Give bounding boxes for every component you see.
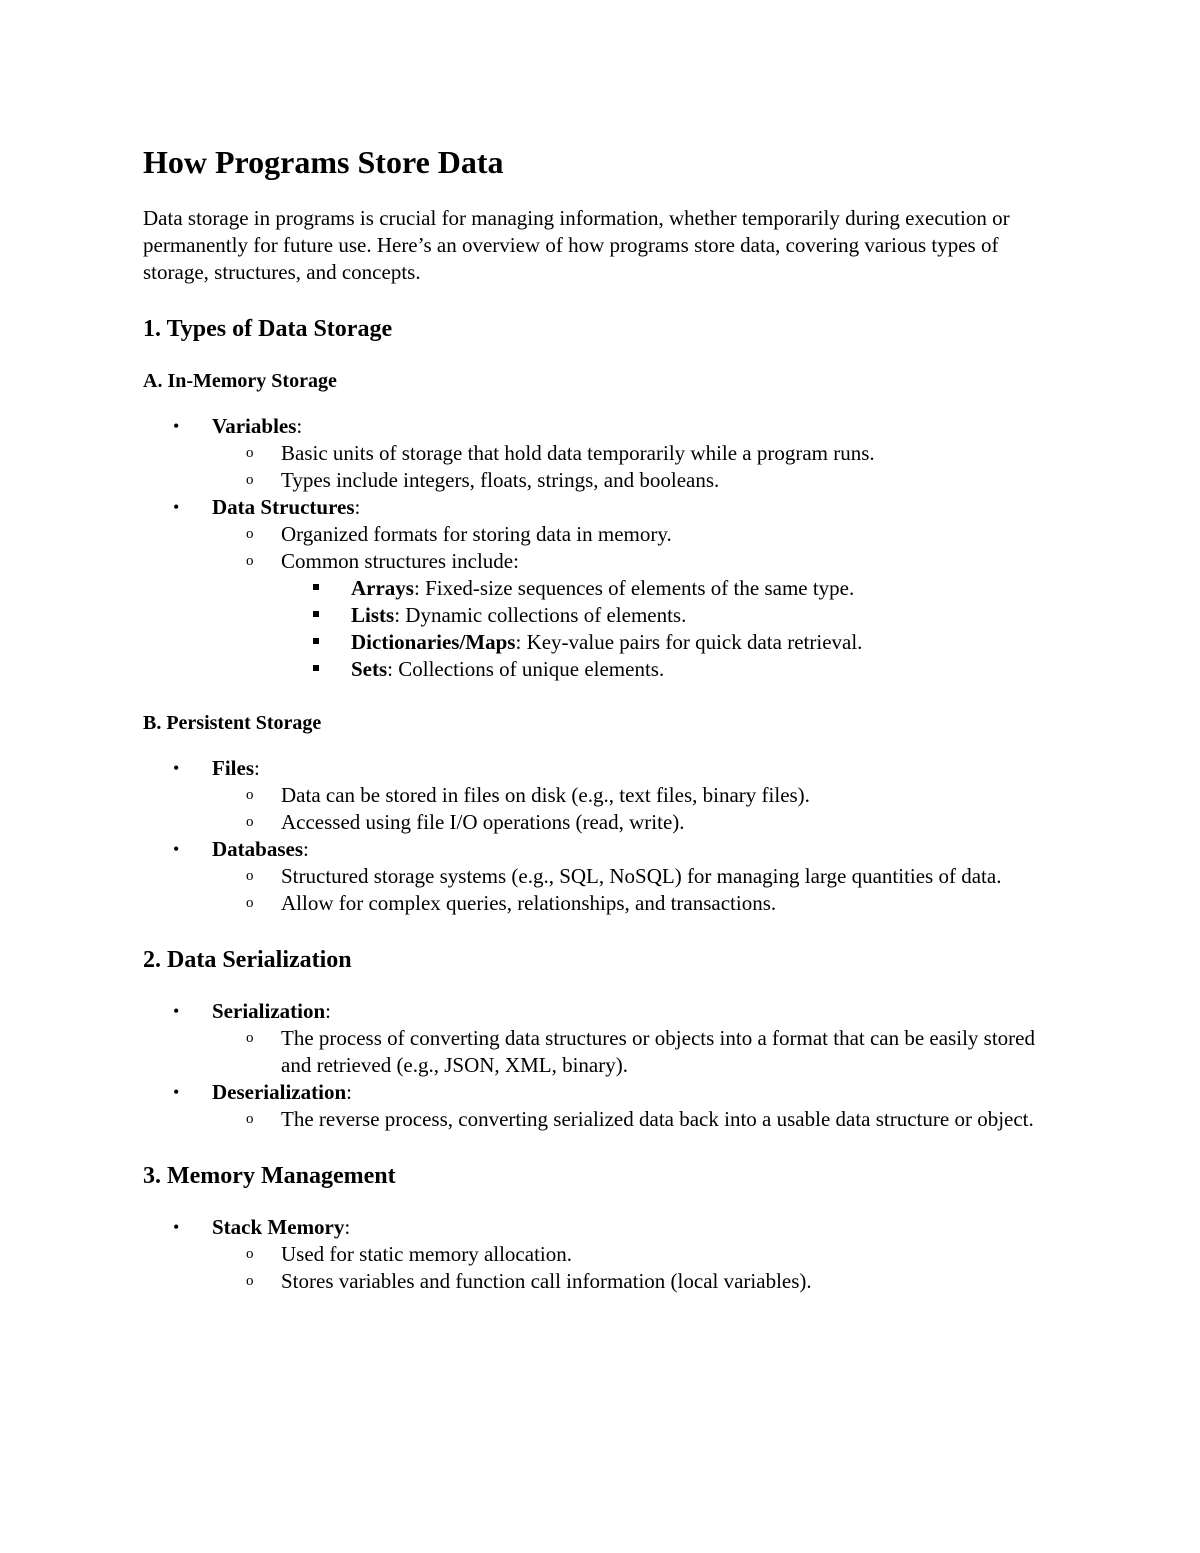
item-colon: : (344, 1215, 351, 1239)
bullet-list (143, 1214, 1063, 1295)
list-item (210, 782, 1063, 809)
document-title: How Programs Store Data (143, 144, 504, 180)
circle-bullet-icon: o (246, 1030, 254, 1046)
bullet-icon: • (173, 839, 180, 859)
sub-list (212, 440, 1063, 494)
section-heading: 3. Memory Management (143, 1163, 396, 1189)
item-colon: : (296, 414, 303, 438)
bullet-icon: • (173, 1217, 180, 1237)
sub-list (212, 782, 1063, 836)
circle-bullet-icon: o (246, 1111, 254, 1127)
item-colon: : (303, 837, 309, 861)
sub-list (212, 1025, 1063, 1079)
item-text: : Collections of unique elements. (387, 657, 665, 681)
item-text: Accessed using file I/O operations (read, write). (281, 810, 685, 834)
list-item (210, 548, 1063, 683)
list-item (143, 836, 1063, 917)
item-text: The reverse process, converting serialized data back into a usable data structure or object. (281, 1107, 1034, 1131)
sub-list (212, 1241, 1063, 1295)
list-item (143, 1079, 1063, 1133)
item-colon: : (254, 756, 260, 780)
item-term: Stack Memory (212, 1215, 345, 1239)
item-term: Deserialization (212, 1080, 347, 1104)
item-term: Data Structures (212, 495, 355, 519)
item-term: Dictionaries/Maps (351, 630, 516, 654)
list-item (143, 755, 1063, 836)
intro-paragraph: Data storage in programs is crucial for managing information, whether temporarily during execution or permanently for future use. Here’s an overview of how programs store data, covering various types of storage, structures, and concepts. (143, 206, 1010, 284)
list-item (210, 809, 1063, 836)
item-term: Databases (212, 837, 304, 861)
list-item (210, 1241, 1063, 1268)
item-text: Allow for complex queries, relationships, and transactions. (281, 891, 777, 915)
sub-list (212, 1106, 1063, 1133)
item-text: Common structures include: (281, 549, 519, 573)
bullet-list (143, 755, 1063, 917)
item-term: Variables (212, 414, 297, 438)
circle-bullet-icon: o (246, 526, 254, 542)
square-bullet-icon (313, 665, 319, 671)
item-text: : Dynamic collections of elements. (394, 603, 687, 627)
list-item (143, 1214, 1063, 1295)
sub-list (212, 521, 1063, 683)
list-item (281, 575, 1063, 602)
list-item (210, 1106, 1063, 1133)
bullet-icon: • (173, 1082, 180, 1102)
item-term: Lists (351, 603, 395, 627)
list-item (210, 890, 1063, 917)
bullet-icon: • (173, 758, 180, 778)
square-bullet-icon (313, 611, 319, 617)
item-term: Sets (351, 657, 388, 681)
circle-bullet-icon: o (246, 787, 254, 803)
item-text: Organized formats for storing data in memory. (281, 522, 672, 546)
circle-bullet-icon: o (246, 472, 254, 488)
list-item (210, 863, 1063, 890)
list-item (210, 1268, 1063, 1295)
item-text: Used for static memory allocation. (281, 1242, 572, 1266)
circle-bullet-icon: o (246, 868, 254, 884)
item-colon: : (354, 495, 361, 519)
subsection-heading: A. In-Memory Storage (143, 370, 337, 392)
bullet-list (143, 413, 1063, 683)
circle-bullet-icon: o (246, 814, 254, 830)
item-text: Basic units of storage that hold data temporarily while a program runs. (281, 441, 875, 465)
circle-bullet-icon: o (246, 445, 254, 461)
list-item (281, 602, 1063, 629)
list-item (143, 494, 1063, 683)
item-term: Arrays (351, 576, 414, 600)
item-text: Structured storage systems (e.g., SQL, NoSQL) for managing large quantities of data. (281, 864, 1002, 888)
list-item (210, 1025, 1063, 1079)
bullet-icon: • (173, 497, 180, 517)
section-heading: 1. Types of Data Storage (143, 316, 393, 342)
item-text: Data can be stored in files on disk (e.g., text files, binary files). (281, 783, 810, 807)
document-page (143, 140, 1063, 1295)
square-bullet-icon (313, 638, 319, 644)
item-colon: : (346, 1080, 352, 1104)
subsection-heading: B. Persistent Storage (143, 712, 322, 734)
bullet-icon: • (173, 1001, 180, 1021)
list-item (281, 656, 1063, 683)
item-text: The process of converting data structures or objects into a format that can be easily stored and retrieved (e.g., JSON, XML, binary). (281, 1026, 1035, 1077)
list-item (210, 440, 1063, 467)
circle-bullet-icon: o (246, 1273, 254, 1289)
item-text: : Fixed-size sequences of elements of the same type. (413, 576, 855, 600)
list-item (281, 629, 1063, 656)
circle-bullet-icon: o (246, 1246, 254, 1262)
sub-list (212, 863, 1063, 917)
item-term: Files (212, 756, 254, 780)
section-heading: 2. Data Serialization (143, 947, 352, 973)
item-text: : Key-value pairs for quick data retrieval. (515, 630, 863, 654)
list-item (210, 521, 1063, 548)
item-text: Types include integers, floats, strings, and booleans. (281, 468, 720, 492)
item-term: Serialization (212, 999, 326, 1023)
list-item (210, 467, 1063, 494)
sub-sub-list (281, 575, 1063, 683)
list-item (143, 998, 1063, 1079)
bullet-icon: • (173, 416, 180, 436)
item-text: Stores variables and function call information (local variables). (281, 1269, 812, 1293)
circle-bullet-icon: o (246, 895, 254, 911)
list-item (143, 413, 1063, 494)
item-colon: : (325, 999, 331, 1023)
circle-bullet-icon: o (246, 553, 254, 569)
bullet-list (143, 998, 1063, 1133)
square-bullet-icon (313, 584, 319, 590)
